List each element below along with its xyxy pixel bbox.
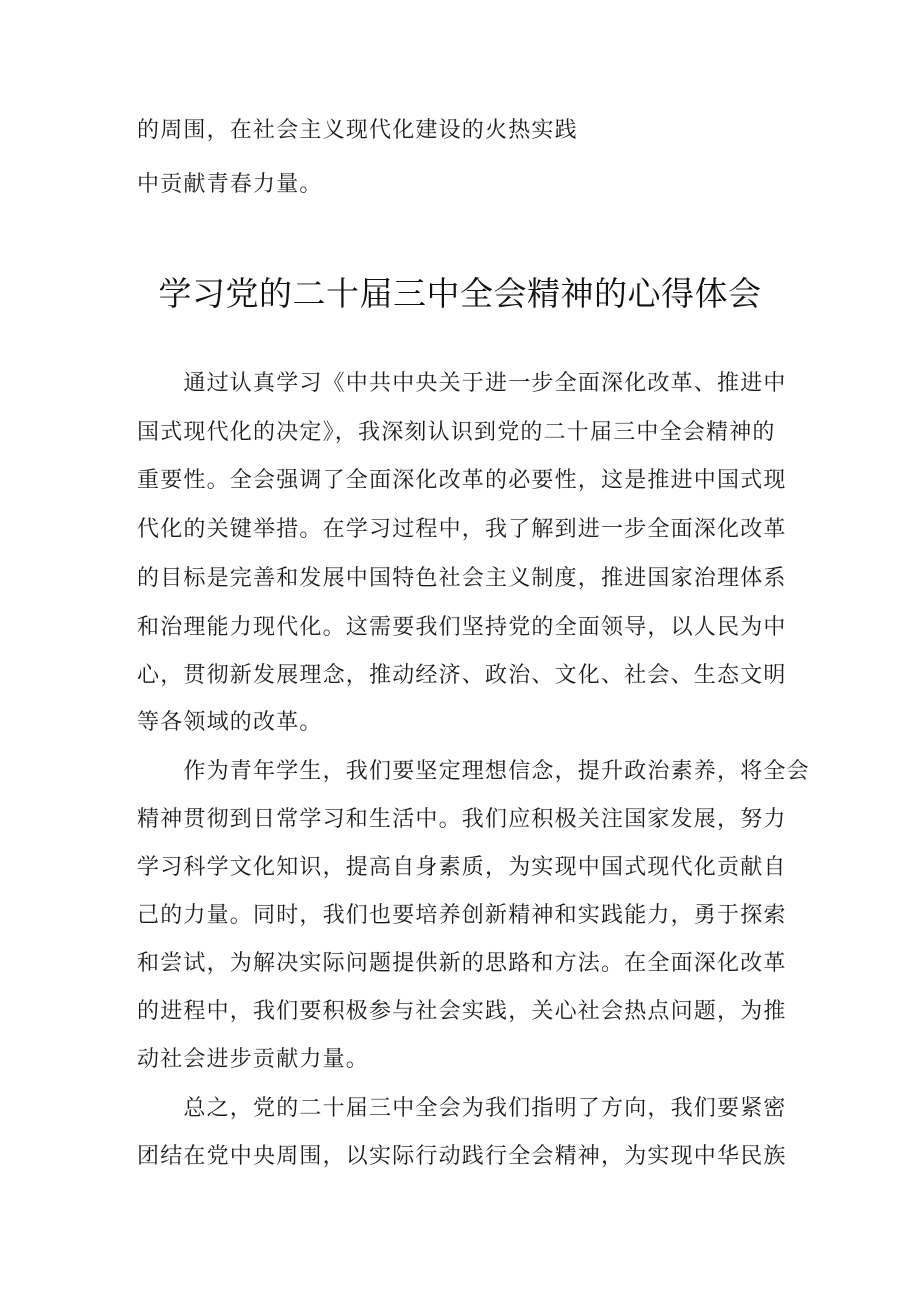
paragraph-2-line-6: 的进程中，我们要积极参与社会实践，关心社会热点问题，为推 (137, 999, 787, 1024)
paragraph-2-line-2: 精神贯彻到日常学习和生活中。我们应积极关注国家发展，努力 (137, 807, 787, 832)
paragraph-3-line-2: 团结在党中央周围，以实际行动践行全会精神，为实现中华民族 (137, 1144, 787, 1169)
paragraph-2-line-7: 动社会进步贡献力量。 (137, 1047, 370, 1072)
paragraph-1-line-1: 通过认真学习《中共中央关于进一步全面深化改革、推进中 (137, 371, 787, 396)
paragraph-1-line-7: 心，贯彻新发展理念，推动经济、政治、文化、社会、生态文明 (137, 663, 787, 688)
intro-line-1: 的周围，在社会主义现代化建设的火热实践 (137, 118, 578, 143)
paragraph-1-line-3: 重要性。全会强调了全面深化改革的必要性，这是推进中国式现 (137, 468, 787, 493)
paragraph-1-line-8: 等各领域的改革。 (137, 710, 323, 735)
paragraph-3-line-1: 总之，党的二十届三中全会为我们指明了方向，我们要紧密 (137, 1096, 787, 1121)
paragraph-2-line-3: 学习科学文化知识，提高自身素质，为实现中国式现代化贡献自 (137, 855, 787, 880)
paragraph-1-line-2: 国式现代化的决定》，我深刻认识到党的二十届三中全会精神的 (137, 420, 776, 445)
paragraph-1-line-5: 的目标是完善和发展中国特色社会主义制度，推进国家治理体系 (137, 566, 787, 591)
document-title: 学习党的二十届三中全会精神的心得体会 (158, 274, 762, 313)
paragraph-2-line-5: 和尝试，为解决实际问题提供新的思路和方法。在全面深化改革 (137, 951, 787, 976)
paragraph-2-line-1: 作为青年学生，我们要坚定理想信念，提升政治素养，将全会 (137, 759, 810, 784)
paragraph-1-line-4: 代化的关键举措。在学习过程中，我了解到进一步全面深化改革 (137, 517, 787, 542)
paragraph-1-line-6: 和治理能力现代化。这需要我们坚持党的全面领导，以人民为中 (137, 615, 787, 640)
paragraph-2-line-4: 己的力量。同时，我们也要培养创新精神和实践能力，勇于探索 (137, 903, 787, 928)
intro-line-2: 中贡献青春力量。 (137, 172, 323, 197)
